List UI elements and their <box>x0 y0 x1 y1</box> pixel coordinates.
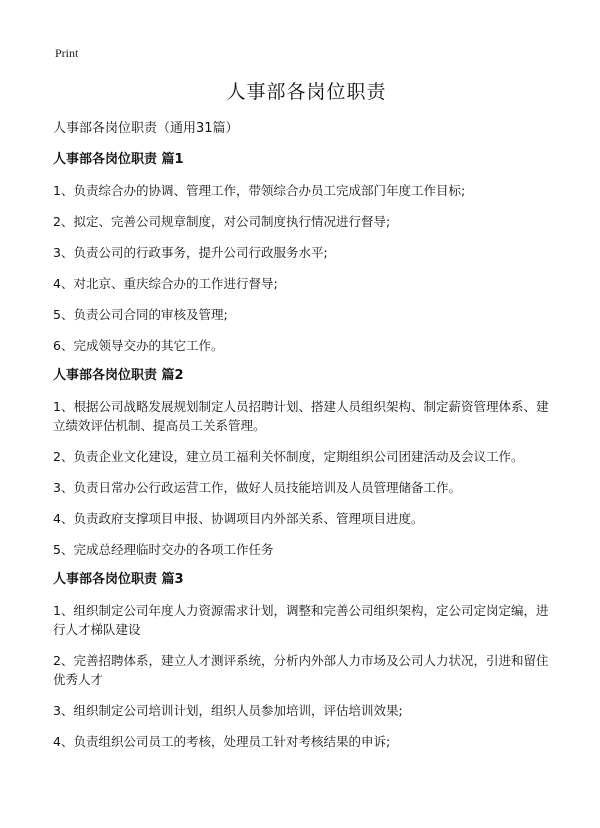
list-item: 5、负责公司合同的审核及管理; <box>53 307 228 322</box>
document-title: 人事部各岗位职责 <box>226 81 387 103</box>
section-3 <box>53 571 560 751</box>
section-heading: 人事部各岗位职责 篇1 <box>53 152 184 167</box>
list-item: 3、负责日常办公行政运营工作，做好人员技能培训及人员管理储备工作。 <box>53 480 461 495</box>
list-item: 5、完成总经理临时交办的各项工作任务 <box>53 542 274 557</box>
list-item: 2、负责企业文化建设，建立员工福利关怀制度，定期组织公司团建活动及会议工作。 <box>53 449 524 464</box>
list-item: 2、拟定、完善公司规章制度，对公司制度执行情况进行督导; <box>53 214 391 229</box>
list-item: 1、负责综合办的协调、管理工作，带领综合办员工完成部门年度工作目标; <box>53 183 466 198</box>
list-item: 1、组织制定公司年度人力资源需求计划，调整和完善公司组织架构，定公司定岗定编，进行人才梯队建设 <box>53 603 549 637</box>
list-item: 2、完善招聘体系，建立人才测评系统，分析内外部人力市场及公司人力状况，引进和留住优秀人才 <box>53 653 549 687</box>
list-item: 1、根据公司战略发展规划制定人员招聘计划、搭建人员组织架构、制定薪资管理体系、建立绩效评估机制、提高员工关系管理。 <box>53 399 549 433</box>
section-heading: 人事部各岗位职责 篇3 <box>53 572 184 587</box>
section-2 <box>53 367 560 559</box>
list-item: 4、对北京、重庆综合办的工作进行督导; <box>53 276 278 291</box>
list-item: 3、负责公司的行政事务，提升公司行政服务水平; <box>53 245 328 260</box>
list-item: 6、完成领导交办的其它工作。 <box>53 338 224 353</box>
list-item: 4、负责组织公司员工的考核，处理员工针对考核结果的申诉; <box>53 734 391 749</box>
section-1 <box>53 151 560 355</box>
list-item: 3、组织制定公司培训计划，组织人员参加培训，评估培训效果; <box>53 703 403 718</box>
list-item: 4、负责政府支撑项目申报、协调项目内外部关系、管理项目进度。 <box>53 511 424 526</box>
document-subtitle: 人事部各岗位职责（通用31篇） <box>53 121 239 136</box>
section-heading: 人事部各岗位职责 篇2 <box>53 368 184 383</box>
print-label: Print <box>55 46 79 60</box>
